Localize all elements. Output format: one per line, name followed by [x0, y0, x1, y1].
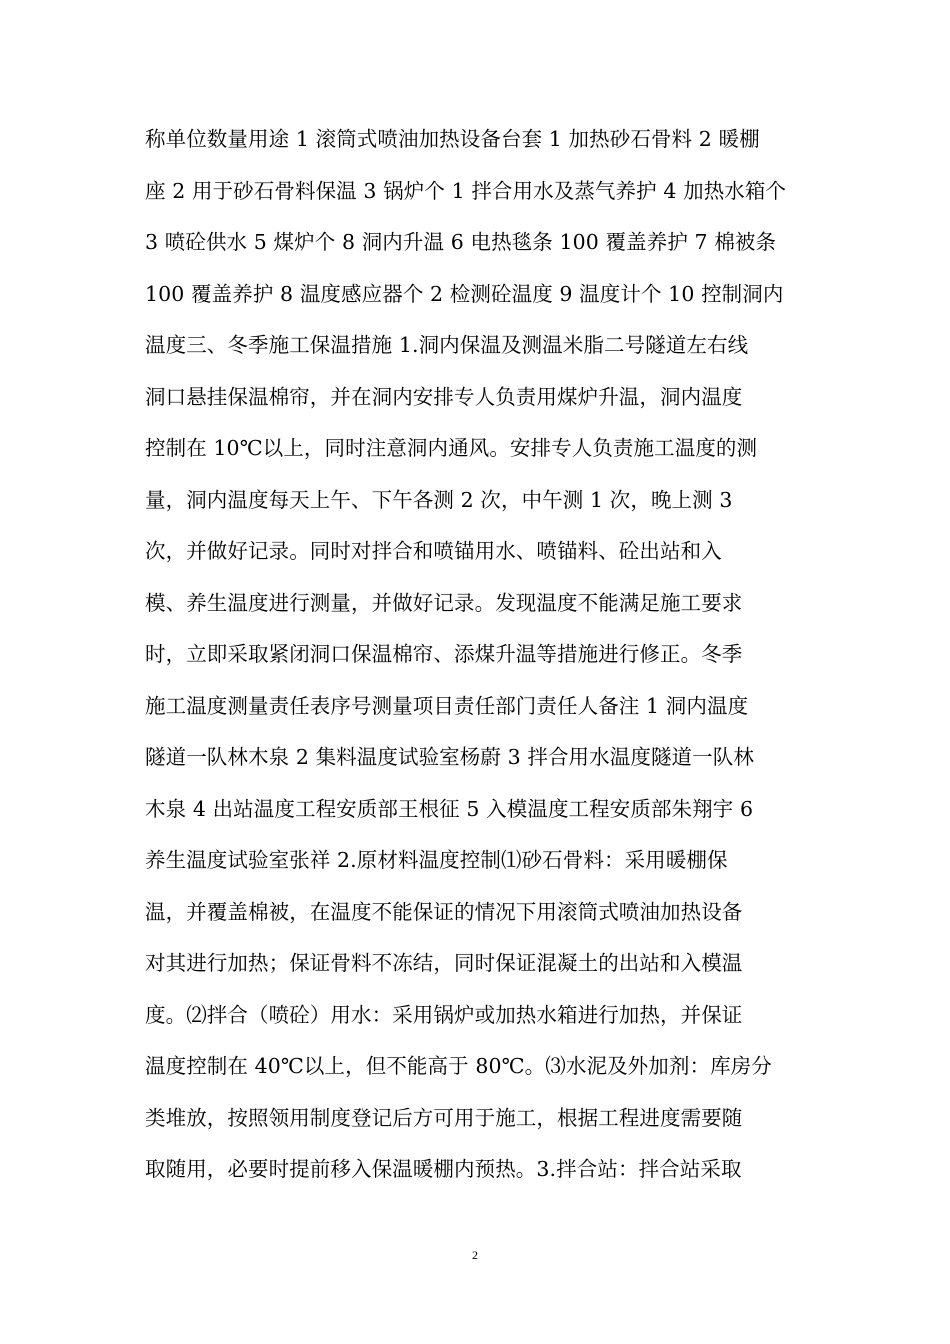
text-line: 对其进行加热；保证骨料不冻结，同时保证混凝土的出站和入模温 [145, 951, 743, 975]
body-text [145, 114, 810, 1196]
text-line: 3 喷砼供水 5 煤炉个 8 洞内升温 6 电热毯条 100 覆盖养护 7 棉被条 [145, 230, 777, 254]
text-line: 养生温度试验室张祥 2.原材料温度控制⑴砂石骨料：采用暖棚保 [145, 848, 728, 872]
page-number: 2 [472, 1248, 478, 1262]
text-line: 称单位数量用途 1 滚筒式喷油加热设备台套 1 加热砂石骨料 2 暖棚 [145, 127, 760, 151]
text-line: 类堆放，按照领用制度登记后方可用于施工，根据工程进度需要随 [145, 1105, 743, 1130]
text-line: 座 2 用于砂石骨料保温 3 锅炉个 1 拌合用水及蒸气养护 4 加热水箱个 [145, 178, 787, 203]
text-line: 木泉 4 出站温度工程安质部王根征 5 入模温度工程安质部朱翔宇 6 [145, 796, 754, 821]
text-line: 控制在 10℃以上，同时注意洞内通风。安排专人负责施工温度的测 [145, 436, 758, 460]
text-line: 100 覆盖养护 8 温度感应器个 2 检测砼温度 9 温度计个 10 控制洞内 [145, 281, 784, 306]
text-line: 模、养生温度进行测量，并做好记录。发现温度不能满足施工要求 [145, 590, 743, 615]
text-line: 隧道一队林木泉 2 集料温度试验室杨蔚 3 拌合用水温度隧道一队林 [145, 745, 754, 769]
text-line: 取随用，必要时提前移入保温暖棚内预热。3.拌合站：拌合站采取 [145, 1157, 742, 1181]
text-line: 次，并做好记录。同时对拌合和喷锚用水、喷锚料、砼出站和入 [145, 539, 722, 563]
text-line: 度。⑵拌合（喷砼）用水：采用锅炉或加热水箱进行加热，并保证 [145, 1002, 743, 1027]
text-line: 温，并覆盖棉被，在温度不能保证的情况下用滚筒式喷油加热设备 [145, 899, 743, 924]
text-line: 施工温度测量责任表序号测量项目责任部门责任人备注 1 洞内温度 [145, 693, 749, 718]
text-line: 时，立即采取紧闭洞口保温棉帘、添煤升温等措施进行修正。冬季 [145, 642, 743, 666]
text-line: 洞口悬挂保温棉帘，并在洞内安排专人负责用煤炉升温，洞内温度 [145, 384, 743, 409]
text-line: 温度控制在 40℃以上，但不能高于 80℃。⑶水泥及外加剂：库房分 [145, 1054, 772, 1078]
text-line: 量，洞内温度每天上午、下午各测 2 次，中午测 1 次，晚上测 3 [145, 487, 733, 512]
text-line: 温度三、冬季施工保温措施 1.洞内保温及测温米脂二号隧道左右线 [145, 333, 749, 357]
